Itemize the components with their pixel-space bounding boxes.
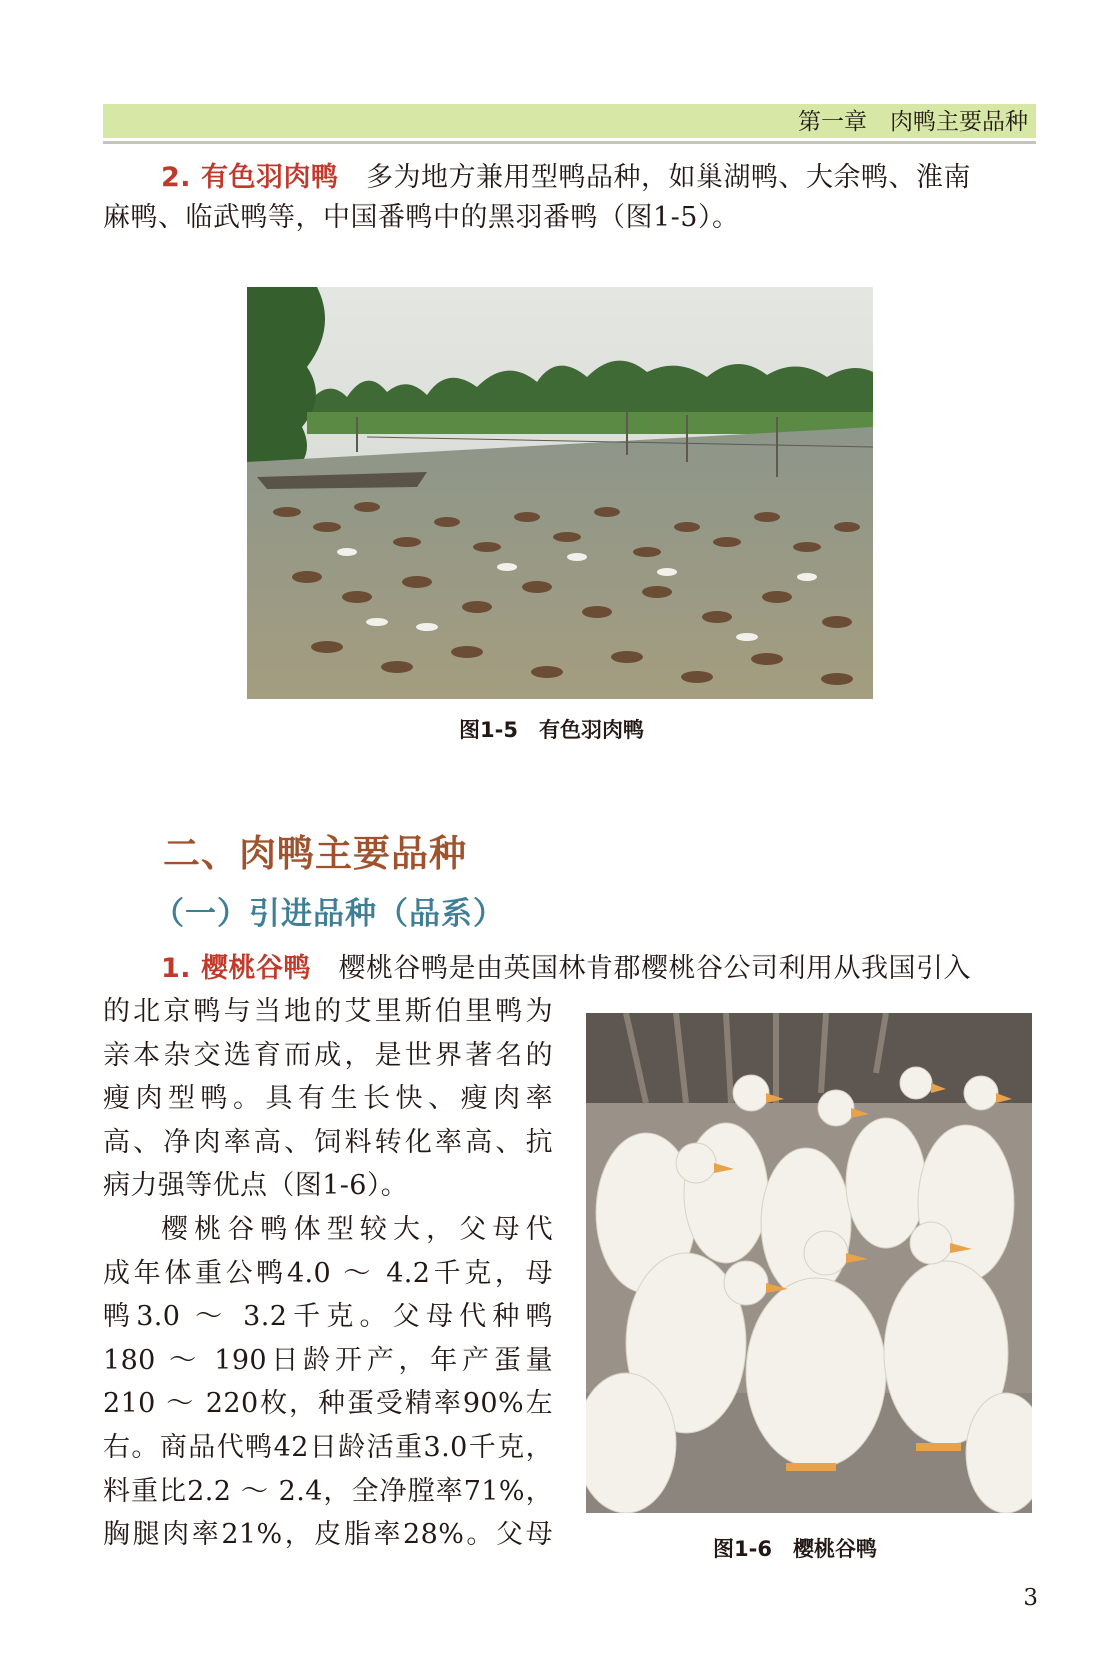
figure-caption-1-5: 图1-5 有色羽肉鸭 [459, 718, 644, 742]
chapter-title: 肉鸭主要品种 [890, 109, 1028, 135]
paragraph-colored-duck [103, 158, 1036, 238]
body-line: 瘦肉型鸭。具有生长快、瘦肉率 [103, 1083, 553, 1115]
paragraph-lead-colored: 2. 有色羽肉鸭 [161, 162, 339, 193]
body-line: 高、净肉率高、饲料转化率高、抗 [103, 1126, 553, 1158]
photo-colored-ducks-pond [247, 287, 873, 699]
body-line: 亲本杂交选育而成，是世界著名的 [103, 1039, 553, 1071]
body-line: 樱桃谷鸭体型较大，父母代 [161, 1213, 553, 1245]
figure-caption-1-6: 图1-6 樱桃谷鸭 [713, 1537, 877, 1561]
paragraph-cherry-valley-body [103, 990, 553, 1557]
paragraph-cherry-valley-first-line [103, 949, 1036, 989]
body-line: 210 ～ 220枚，种蛋受精率90%左 [103, 1388, 553, 1420]
paragraph-text-line1: 多为地方兼用型鸭品种，如巢湖鸭、大余鸭、淮南 [365, 162, 971, 193]
body-line: 右。商品代鸭42日龄活重3.0千克， [103, 1431, 553, 1463]
body-line: 病力强等优点（图1-6）。 [103, 1170, 409, 1202]
body-line: 鸭3.0 ～ 3.2千克。父母代种鸭 [103, 1301, 553, 1333]
paragraph-text-first: 樱桃谷鸭是由英国林肯郡樱桃谷公司利用从我国引入 [338, 953, 971, 984]
body-line: 成年体重公鸭4.0 ～ 4.2千克，母 [103, 1257, 553, 1289]
body-line: 180 ～ 190日龄开产，年产蛋量 [103, 1344, 553, 1376]
body-line: 胸腿肉率21%，皮脂率28%。父母 [103, 1519, 553, 1551]
section-heading: 二、肉鸭主要品种 [163, 832, 467, 875]
chapter-label: 第一章 [798, 109, 867, 135]
photo-cherry-valley-ducks [586, 1013, 1032, 1513]
paragraph-lead-cherry: 1. 樱桃谷鸭 [161, 953, 311, 984]
body-line: 料重比2.2 ～ 2.4，全净膛率71%， [103, 1475, 553, 1507]
running-header [798, 105, 1028, 139]
page-number: 3 [1023, 1585, 1038, 1611]
body-line: 的北京鸭与当地的艾里斯伯里鸭为 [103, 996, 553, 1027]
paragraph-text-line2: 麻鸭、临武鸭等，中国番鸭中的黑羽番鸭（图1-5）。 [103, 202, 740, 233]
subsection-heading: （一）引进品种（品系） [153, 896, 505, 932]
running-header-rule [103, 141, 1036, 144]
